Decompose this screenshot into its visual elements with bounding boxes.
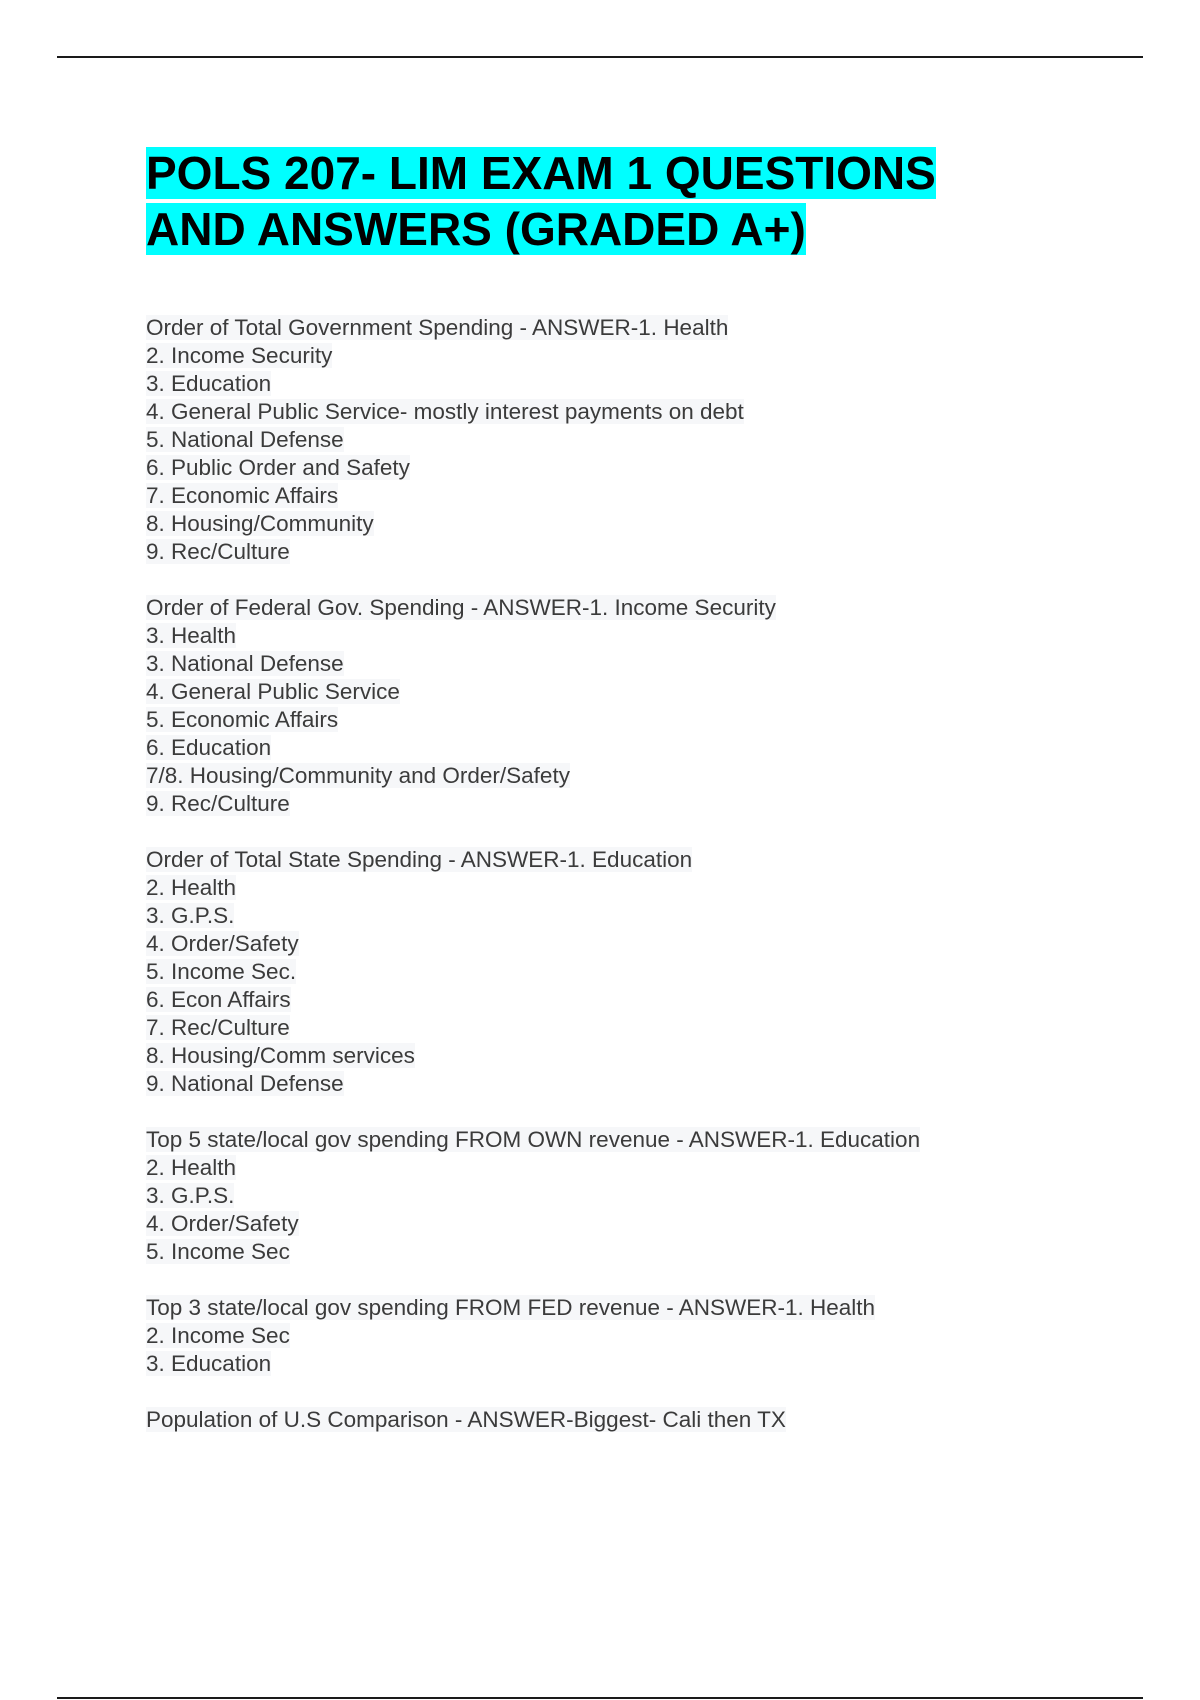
qa-answer-line (146, 1070, 1146, 1098)
qa-question (146, 846, 1146, 874)
qa-answer-text: 8. Housing/Comm services (146, 1043, 415, 1068)
qa-answer-text: 4. General Public Service- mostly interest payments on debt (146, 399, 744, 424)
qa-question (146, 314, 1146, 342)
qa-answer-text: 2. Health (146, 875, 237, 900)
qa-answer-line (146, 762, 1146, 790)
qa-answer-line (146, 454, 1146, 482)
qa-question-text: Population of U.S Comparison - ANSWER-Biggest- Cali then TX (146, 1407, 786, 1432)
qa-answer-text: 2. Income Sec (146, 1323, 290, 1348)
qa-answer-line (146, 790, 1146, 818)
document-body (146, 145, 1146, 1462)
qa-answer-line (146, 1210, 1146, 1238)
qa-answer-line (146, 986, 1146, 1014)
qa-answer-text: 9. Rec/Culture (146, 539, 290, 564)
qa-answer-line (146, 706, 1146, 734)
qa-answer-line (146, 622, 1146, 650)
qa-answer-line (146, 398, 1146, 426)
qa-answer-text: 5. Income Sec (146, 1239, 290, 1264)
qa-question-text: Top 3 state/local gov spending FROM FED revenue - ANSWER-1. Health (146, 1295, 876, 1320)
qa-answer-text: 5. National Defense (146, 427, 344, 452)
qa-answer-text: 7/8. Housing/Community and Order/Safety (146, 763, 570, 788)
qa-question (146, 1406, 1146, 1434)
footer-rule (57, 1697, 1143, 1699)
qa-answer-line (146, 538, 1146, 566)
qa-answer-text: 6. Education (146, 735, 272, 760)
qa-question (146, 1126, 1146, 1154)
qa-answer-text: 7. Rec/Culture (146, 1015, 290, 1040)
qa-question-text: Order of Total Government Spending - ANSWER-1. Health (146, 315, 729, 340)
qa-answer-text: 6. Econ Affairs (146, 987, 291, 1012)
qa-answer-line (146, 426, 1146, 454)
qa-question-text: Order of Federal Gov. Spending - ANSWER-1. Income Security (146, 595, 776, 620)
qa-block (146, 314, 1146, 566)
qa-list (146, 314, 1146, 1434)
qa-answer-line (146, 482, 1146, 510)
qa-answer-text: 2. Income Security (146, 343, 333, 368)
qa-answer-line (146, 1182, 1146, 1210)
header-rule (57, 56, 1143, 58)
qa-answer-text: 3. G.P.S. (146, 1183, 235, 1208)
qa-answer-line (146, 370, 1146, 398)
qa-answer-text: 8. Housing/Community (146, 511, 374, 536)
qa-answer-line (146, 510, 1146, 538)
qa-answer-line (146, 874, 1146, 902)
qa-answer-line (146, 1350, 1146, 1378)
title-line-2: AND ANSWERS (GRADED A+) (146, 203, 806, 255)
qa-question-text: Order of Total State Spending - ANSWER-1. Education (146, 847, 693, 872)
qa-question-text: Top 5 state/local gov spending FROM OWN revenue - ANSWER-1. Education (146, 1127, 921, 1152)
qa-answer-text: 6. Public Order and Safety (146, 455, 410, 480)
qa-block (146, 1126, 1146, 1266)
qa-answer-text: 4. General Public Service (146, 679, 400, 704)
qa-answer-text: 4. Order/Safety (146, 1211, 299, 1236)
qa-answer-line (146, 1322, 1146, 1350)
qa-answer-text: 3. National Defense (146, 651, 344, 676)
qa-block (146, 594, 1146, 818)
qa-answer-text: 3. Education (146, 371, 272, 396)
qa-answer-line (146, 650, 1146, 678)
qa-block (146, 846, 1146, 1098)
qa-question (146, 594, 1146, 622)
qa-answer-line (146, 1042, 1146, 1070)
qa-block (146, 1406, 1146, 1434)
qa-answer-text: 5. Income Sec. (146, 959, 297, 984)
qa-answer-text: 5. Economic Affairs (146, 707, 339, 732)
qa-answer-line (146, 1238, 1146, 1266)
qa-answer-line (146, 1014, 1146, 1042)
qa-answer-line (146, 342, 1146, 370)
qa-answer-text: 3. G.P.S. (146, 903, 235, 928)
qa-question (146, 1294, 1146, 1322)
qa-answer-line (146, 930, 1146, 958)
title-line-1: POLS 207- LIM EXAM 1 QUESTIONS (146, 147, 936, 199)
document-title (146, 145, 1146, 257)
qa-answer-line (146, 958, 1146, 986)
qa-answer-line (146, 678, 1146, 706)
qa-answer-text: 7. Economic Affairs (146, 483, 339, 508)
qa-answer-line (146, 734, 1146, 762)
qa-answer-text: 4. Order/Safety (146, 931, 299, 956)
qa-block (146, 1294, 1146, 1378)
qa-answer-text: 9. National Defense (146, 1071, 344, 1096)
qa-answer-text: 3. Education (146, 1351, 272, 1376)
qa-answer-text: 2. Health (146, 1155, 237, 1180)
qa-answer-line (146, 902, 1146, 930)
qa-answer-text: 3. Health (146, 623, 237, 648)
qa-answer-line (146, 1154, 1146, 1182)
qa-answer-text: 9. Rec/Culture (146, 791, 290, 816)
